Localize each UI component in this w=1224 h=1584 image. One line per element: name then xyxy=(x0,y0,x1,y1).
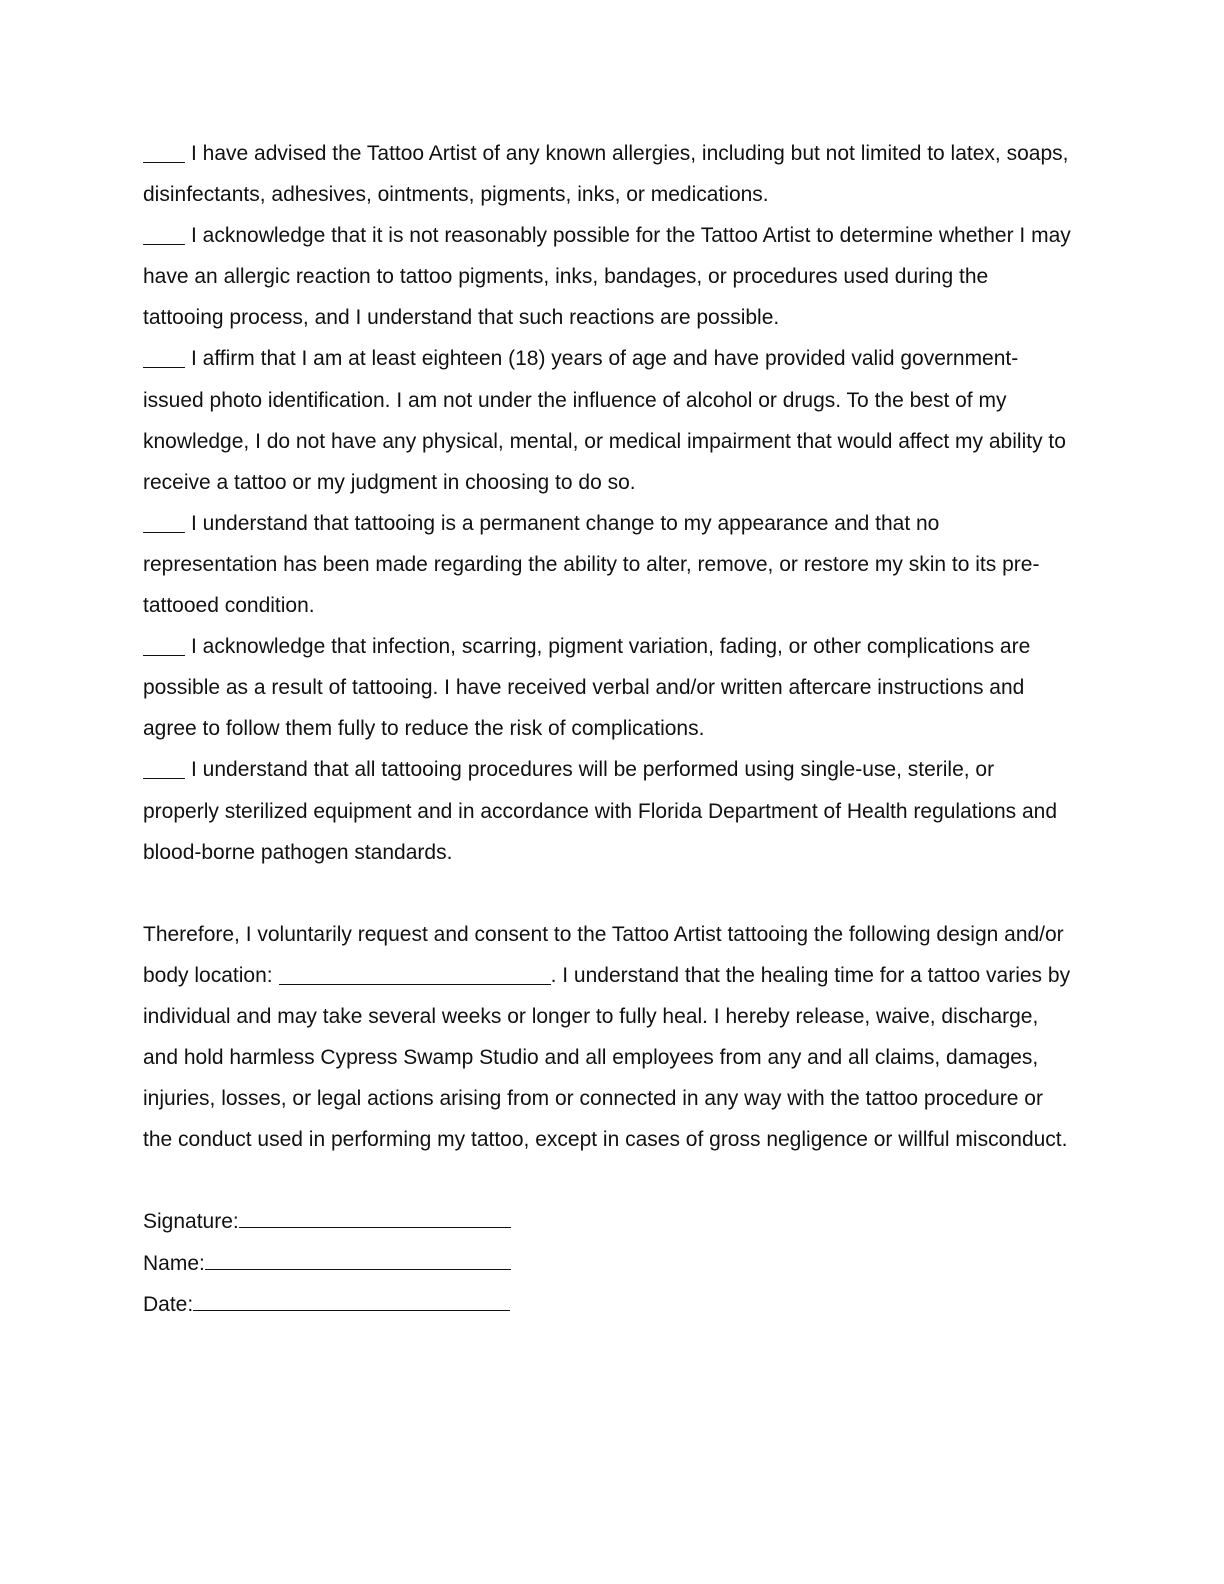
consent-text-before: Therefore, I voluntarily request and consent to the Tattoo Artist tattooing the following design and/or body location: xyxy=(143,922,1064,987)
date-label: Date: xyxy=(143,1292,194,1316)
clause-complications xyxy=(143,626,1073,749)
consent-text-after: . I understand that the healing time for a tattoo varies by individual and may take several weeks or longer to fully heal. I hereby release, waive, discharge, and hold harmless Cypress Swamp Studio and all employees from any and all claims, damages, injuries, losses, or legal actions arising from or connected in any way with the tattoo procedure or the conduct used in performing my tattoo, except in cases of gross negligence or willful misconduct. xyxy=(143,963,1071,1152)
clause-text: I understand that tattooing is a permanent change to my appearance and that no representation has been made regarding the ability to alter, remove, or restore my skin to its pre-tattooed condition. xyxy=(143,511,1040,618)
clause-permanence xyxy=(143,503,1073,626)
date-field[interactable] xyxy=(193,1289,510,1311)
clause-text: I acknowledge that it is not reasonably possible for the Tattoo Artist to determine whether I may have an allergic reaction to tattoo pigments, inks, bandages, or procedures used during the tattooing process, and I understand that such reactions are possible. xyxy=(143,224,1071,330)
initial-blank[interactable] xyxy=(143,511,185,533)
initial-blank[interactable] xyxy=(143,634,185,656)
design-location-blank[interactable] xyxy=(279,963,551,985)
initial-blank[interactable] xyxy=(143,757,185,779)
clause-sterile-equipment xyxy=(143,749,1073,872)
clause-allergic-reaction xyxy=(143,215,1073,338)
spacer xyxy=(143,1160,1073,1201)
spacer xyxy=(143,873,1073,914)
signature-field[interactable] xyxy=(239,1206,511,1228)
waiver-document xyxy=(143,133,1073,1325)
clause-text: I understand that all tattooing procedures will be performed using single-use, sterile, or properly sterilized equipment and in accordance with Florida Department of Health regulations and blood-borne pathogen standards. xyxy=(143,758,1058,864)
consent-paragraph xyxy=(143,914,1073,1161)
clause-age-sobriety xyxy=(143,338,1073,502)
initial-blank[interactable] xyxy=(143,346,185,368)
initial-blank[interactable] xyxy=(143,223,185,245)
date-line xyxy=(143,1284,1073,1325)
clause-allergies xyxy=(143,133,1073,215)
clause-text: I have advised the Tattoo Artist of any known allergies, including but not limited to latex, soaps, disinfectants, adhesives, ointments, pigments, inks, or medications. xyxy=(143,142,1069,207)
name-line xyxy=(143,1243,1073,1284)
signature-label: Signature: xyxy=(143,1210,239,1234)
initial-blank[interactable] xyxy=(143,141,185,163)
name-field[interactable] xyxy=(205,1248,511,1270)
clause-text: I affirm that I am at least eighteen (18) years of age and have provided valid government-issued photo identification. I am not under the influence of alcohol or drugs. To the best of my knowledge, I do not have any physical, mental, or medical impairment that would affect my ability to receive a tattoo or my judgment in choosing to do so. xyxy=(143,347,1066,494)
signature-line xyxy=(143,1201,1073,1242)
name-label: Name: xyxy=(143,1251,205,1275)
clause-text: I acknowledge that infection, scarring, pigment variation, fading, or other complications are possible as a result of tattooing. I have received verbal and/or written aftercare instructions and agree to follow them fully to reduce the risk of complications. xyxy=(143,635,1031,741)
